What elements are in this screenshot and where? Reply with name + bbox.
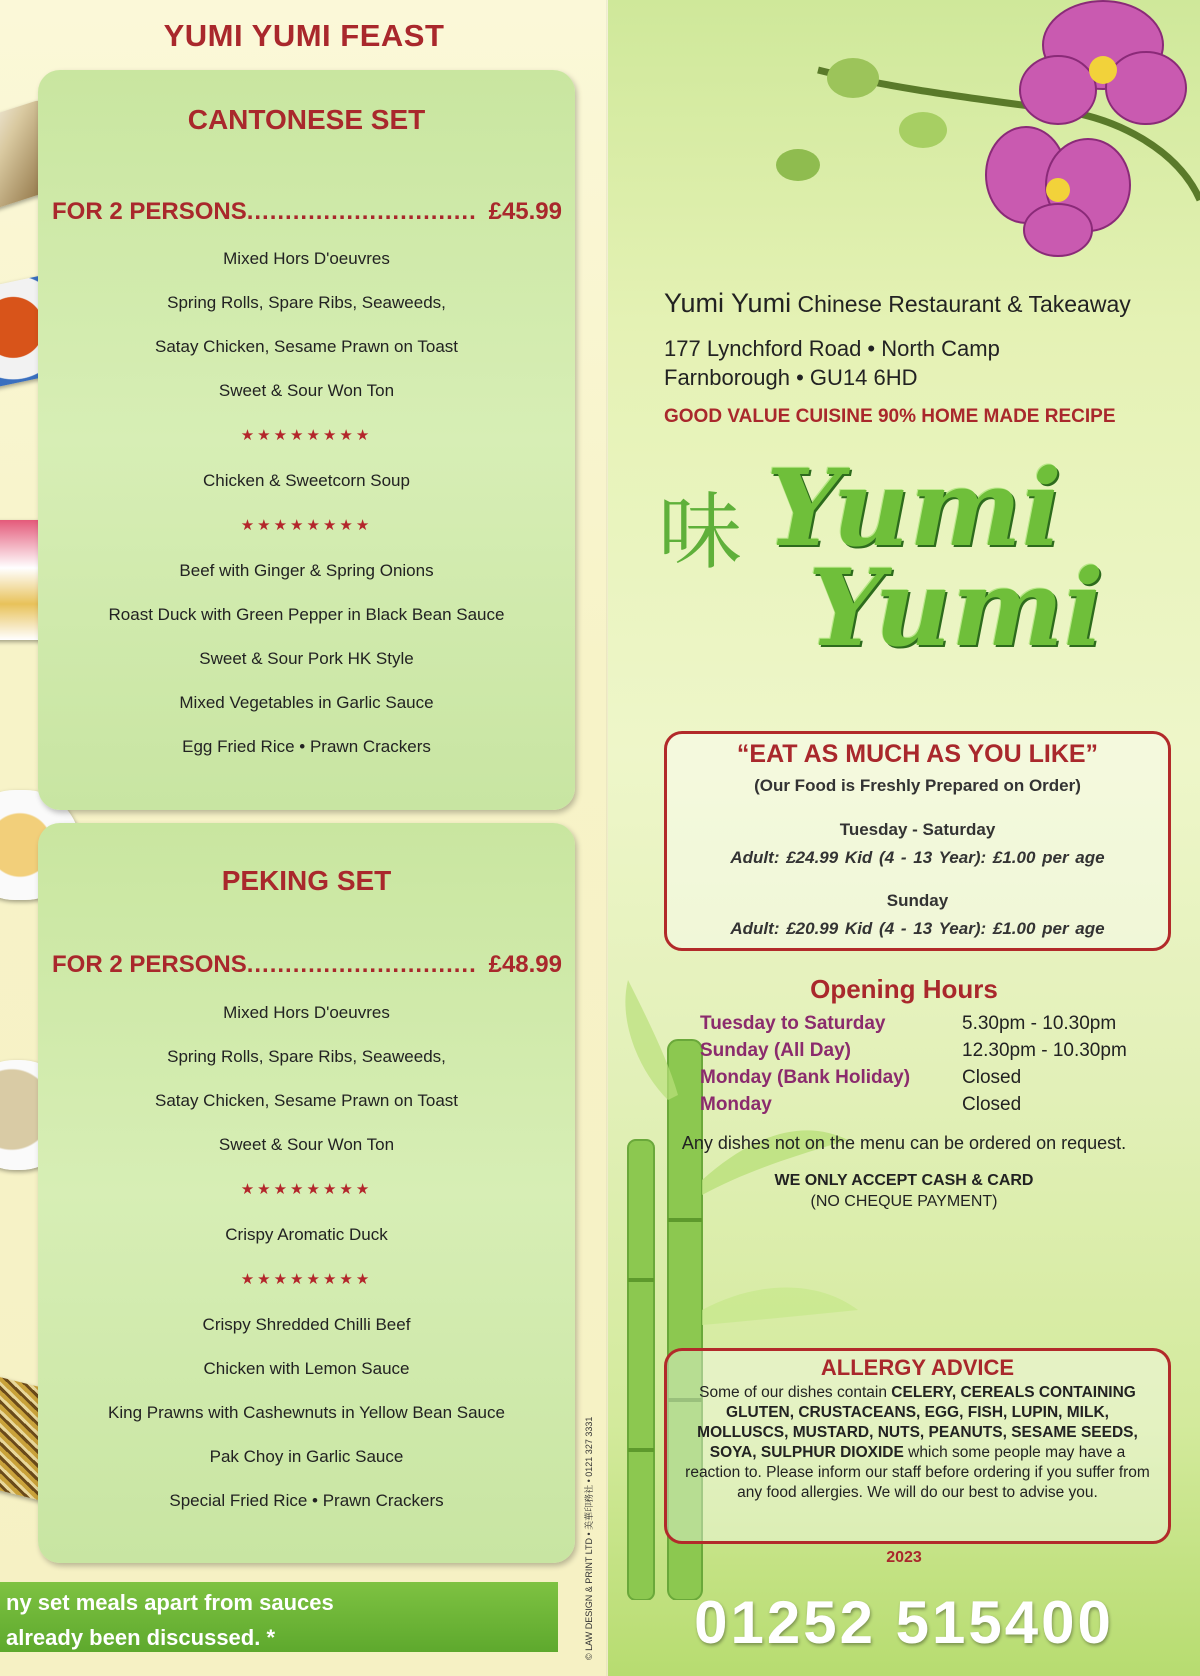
menu-item: Chicken with Lemon Sauce bbox=[203, 1359, 410, 1378]
logo-word-2: Yumi bbox=[808, 545, 1104, 670]
peking-set-card bbox=[38, 823, 575, 1563]
set-meal-notice-bar bbox=[0, 1582, 558, 1652]
allergy-title: ALLERGY ADVICE bbox=[820, 1355, 1015, 1380]
hours-time: 12.30pm - 10.30pm bbox=[962, 1040, 1127, 1061]
menu-item: Egg Fried Rice • Prawn Crackers bbox=[182, 737, 431, 756]
hours-day: Tuesday to Saturday bbox=[700, 1013, 886, 1034]
logo-chinese-character: 味 bbox=[658, 483, 743, 581]
eat-as-much-box bbox=[664, 731, 1171, 951]
tagline: GOOD VALUE CUISINE 90% HOME MADE RECIPE bbox=[664, 406, 1116, 427]
cash-card-note: WE ONLY ACCEPT CASH & CARD bbox=[774, 1172, 1034, 1189]
persons-label: FOR 2 PERSONS bbox=[52, 951, 247, 978]
menu-item: Special Fried Rice • Prawn Crackers bbox=[169, 1491, 444, 1510]
notice-line-2: already been discussed. * bbox=[6, 1625, 276, 1650]
cantonese-set-card bbox=[38, 70, 575, 810]
peking-set-title: PEKING SET bbox=[221, 865, 392, 896]
star-divider: ★★★★★★★★ bbox=[240, 517, 373, 534]
menu-item: Chicken & Sweetcorn Soup bbox=[203, 471, 410, 490]
star-divider: ★★★★★★★★ bbox=[240, 427, 373, 444]
restaurant-type: Chinese Restaurant & Takeaway bbox=[791, 291, 1131, 317]
restaurant-name-main: Yumi Yumi bbox=[664, 288, 792, 318]
menu-item: Roast Duck with Green Pepper in Black Bean Sauce bbox=[108, 605, 505, 624]
allergen-list: CELERY, CEREALS CONTAINING GLUTEN, CRUSTACEANS, EGG, FISH, LUPIN, MILK, MOLLUSCS, MUSTARD, NUTS, PEANUTS, SESAME SEEDS, SOYA, SULPHUR DIOXIDE bbox=[697, 1384, 1138, 1461]
hours-time: Closed bbox=[962, 1094, 1022, 1115]
opening-hours-table bbox=[700, 1010, 1140, 1118]
logo-word-1: Yumi bbox=[766, 445, 1062, 570]
no-cheque-note: (NO CHEQUE PAYMENT) bbox=[810, 1193, 998, 1210]
request-note: Any dishes not on the menu can be ordered on request. bbox=[681, 1133, 1127, 1153]
menu-item: Spring Rolls, Spare Ribs, Seaweeds, bbox=[167, 293, 446, 312]
menu-item: King Prawns with Cashewnuts in Yellow Bean Sauce bbox=[108, 1403, 505, 1422]
star-divider: ★★★★★★★★ bbox=[240, 1271, 373, 1288]
hours-row bbox=[700, 1037, 1140, 1064]
allergy-intro: Some of our dishes contain bbox=[699, 1384, 892, 1401]
hours-row bbox=[700, 1091, 1140, 1118]
eat-price-weekday: Adult: £24.99 Kid (4 - 13 Year): £1.00 per age bbox=[730, 848, 1105, 867]
menu-item: Beef with Ginger & Spring Onions bbox=[179, 561, 434, 580]
hours-day: Monday bbox=[700, 1094, 772, 1115]
printer-credit bbox=[582, 1360, 602, 1660]
orchid-flower-image bbox=[758, 0, 1200, 270]
star-divider: ★★★★★★★★ bbox=[240, 1181, 373, 1198]
hours-row bbox=[700, 1064, 1140, 1091]
restaurant-name bbox=[664, 288, 1131, 319]
price-leader-dots: .............................. bbox=[246, 951, 477, 978]
payment-note bbox=[608, 1170, 1200, 1212]
menu-item: Mixed Vegetables in Garlic Sauce bbox=[179, 693, 434, 712]
persons-label: FOR 2 PERSONS bbox=[52, 198, 247, 225]
phone-number[interactable]: 01252 515400 bbox=[694, 1589, 1114, 1656]
menu-item: Sweet & Sour Pork HK Style bbox=[199, 649, 414, 668]
menu-item: Pak Choy in Garlic Sauce bbox=[209, 1447, 404, 1466]
peking-menu-items bbox=[38, 991, 575, 1523]
cantonese-price: £45.99 bbox=[488, 198, 562, 225]
menu-item: Crispy Aromatic Duck bbox=[225, 1225, 388, 1244]
opening-hours-title: Opening Hours bbox=[810, 974, 998, 1004]
cantonese-price-row bbox=[52, 198, 562, 226]
address-line-2: Farnborough • GU14 6HD bbox=[664, 365, 918, 390]
hours-day: Sunday (All Day) bbox=[700, 1040, 851, 1061]
menu-item: Mixed Hors D'oeuvres bbox=[223, 249, 390, 268]
right-panel bbox=[608, 0, 1200, 1676]
year-label: 2023 bbox=[886, 1549, 922, 1566]
notice-line-1: ny set meals apart from sauces bbox=[6, 1590, 334, 1615]
eat-as-much-title: “EAT AS MUCH AS YOU LIKE” bbox=[736, 740, 1099, 768]
feast-title: YUMI YUMI FEAST bbox=[163, 18, 445, 53]
eat-price-sunday: Adult: £20.99 Kid (4 - 13 Year): £1.00 per age bbox=[730, 919, 1105, 938]
price-leader-dots: .............................. bbox=[246, 198, 477, 225]
menu-item: Spring Rolls, Spare Ribs, Seaweeds, bbox=[167, 1047, 446, 1066]
menu-item: Sweet & Sour Won Ton bbox=[218, 381, 395, 400]
menu-item: Crispy Shredded Chilli Beef bbox=[202, 1315, 411, 1334]
cantonese-set-title: CANTONESE SET bbox=[187, 104, 426, 135]
allergy-text bbox=[683, 1383, 1152, 1503]
hours-time: Closed bbox=[962, 1067, 1022, 1088]
hours-time: 5.30pm - 10.30pm bbox=[962, 1013, 1117, 1034]
menu-item: Sweet & Sour Won Ton bbox=[218, 1135, 395, 1154]
eat-subtitle: (Our Food is Freshly Prepared on Order) bbox=[754, 776, 1081, 795]
allergy-rest: which some people may have a reaction to. Please inform our staff before ordering if you suffer from any food allergies. We will do our best to advise you. bbox=[685, 1444, 1150, 1501]
menu-item: Mixed Hors D'oeuvres bbox=[223, 1003, 390, 1022]
menu-item: Satay Chicken, Sesame Prawn on Toast bbox=[154, 337, 458, 356]
hours-day: Monday (Bank Holiday) bbox=[700, 1067, 911, 1088]
menu-item: Satay Chicken, Sesame Prawn on Toast bbox=[154, 1091, 458, 1110]
restaurant-address bbox=[664, 334, 1000, 392]
allergy-advice-box bbox=[664, 1348, 1171, 1544]
hours-row bbox=[700, 1010, 1140, 1037]
yumi-yumi-logo bbox=[658, 445, 1178, 695]
cantonese-menu-items bbox=[38, 237, 575, 769]
eat-days-weekday: Tuesday - Saturday bbox=[839, 820, 996, 839]
printer-credit-text: © LAW DESIGN & PRINT LTD • 美華印務社 • 0121 327 3331 bbox=[584, 1416, 594, 1660]
peking-price: £48.99 bbox=[488, 951, 562, 978]
eat-days-sunday: Sunday bbox=[886, 891, 949, 910]
address-line-1: 177 Lynchford Road • North Camp bbox=[664, 336, 1000, 361]
peking-price-row bbox=[52, 951, 562, 979]
